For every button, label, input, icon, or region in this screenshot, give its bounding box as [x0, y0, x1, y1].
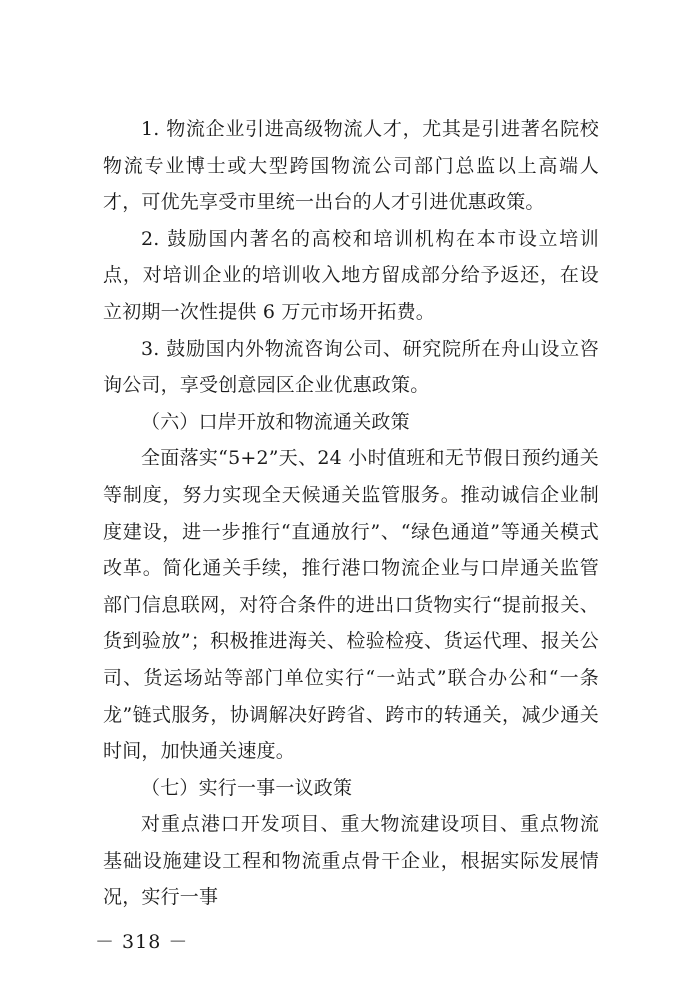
paragraph-key-projects: 对重点港口开发项目、重大物流建设项目、重点物流基础设施建设工程和物流重点骨干企业，根据实际发展情况，实行一事 — [103, 813, 599, 909]
paragraph-customs-clearance: 全面落实“5+2”天、24 小时值班和无节假日预约通关等制度，努力实现全天候通关监管服务。推动诚信企业制度建设，进一步推行“直通放行”、“绿色通道”等通关模式改革。简化通关手续，推行港口物流企业与口岸通关监管部门信息联网，对符合条件的进出口货物实行“提前报关、货到验放”；积极推进海关、检验检疫、货运代理、报关公司、货运场站等部门单位实行“一站式”联合办公和“一条龙”链式服务，协调解决好跨省、跨市的转通关，减少通关时间，加快通关速度。 — [103, 447, 599, 763]
paragraph-talent-introduction: 1. 物流企业引进高级物流人才，尤其是引进著名院校物流专业博士或大型跨国物流公司部门总监以上高端人才，可优先享受市里统一出台的人才引进优惠政策。 — [103, 118, 599, 214]
section-heading-port-customs: （六）口岸开放和物流通关政策 — [141, 410, 410, 433]
paragraph-training-institutions: 2. 鼓励国内著名的高校和培训机构在本市设立培训点，对培训企业的培训收入地方留成部分给予返还，在设立初期一次性提供 6 万元市场开拓费。 — [103, 227, 599, 323]
page-number: － 318 － — [95, 931, 189, 953]
paragraph-consulting-companies: 3. 鼓励国内外物流咨询公司、研究院所在舟山设立咨询公司，享受创意园区企业优惠政策。 — [103, 337, 599, 397]
document-body — [103, 111, 599, 916]
section-heading-case-by-case: （七）实行一事一议政策 — [141, 776, 353, 799]
